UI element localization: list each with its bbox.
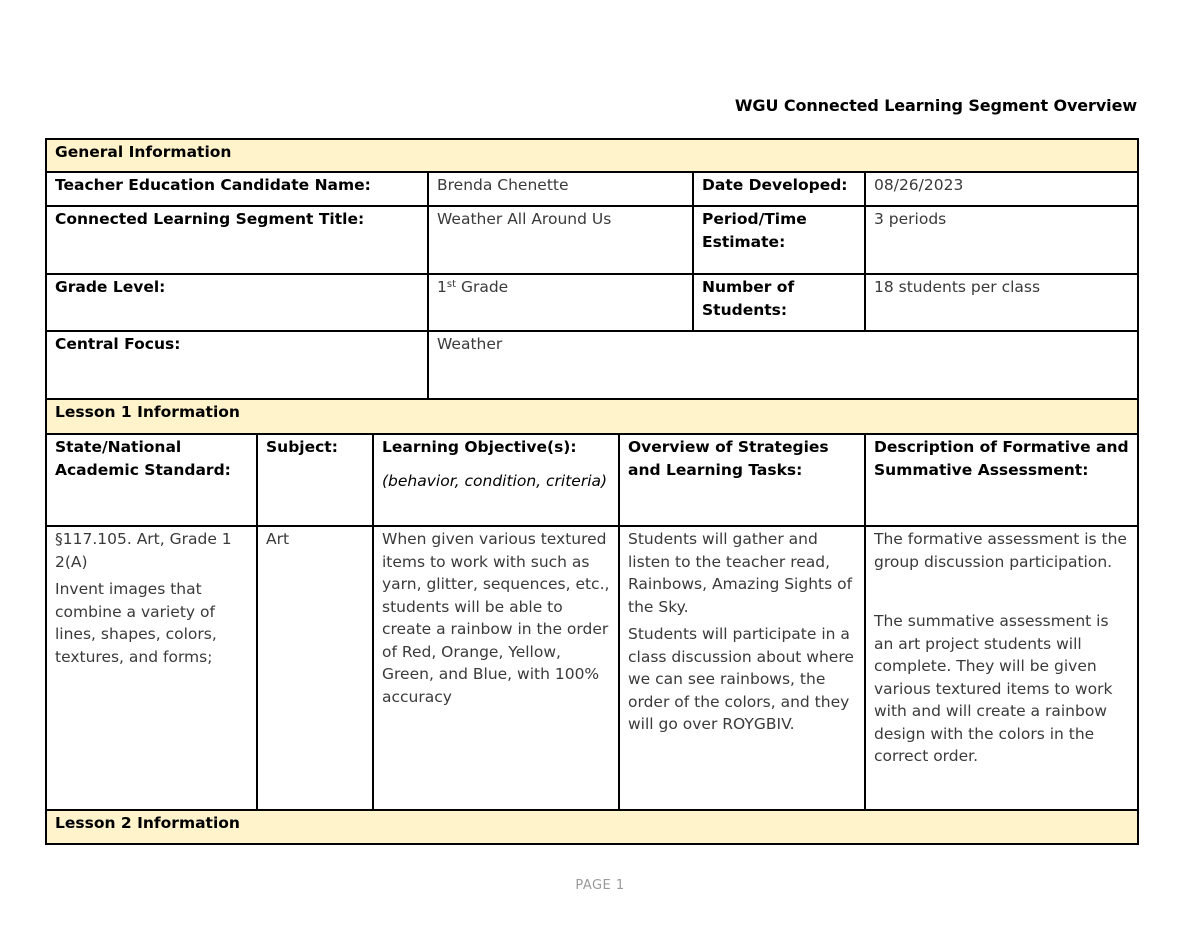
number-of-students-label: Number of Students: — [693, 274, 865, 331]
subject-cell: Art — [257, 526, 373, 810]
subject-column-header: Subject: — [257, 434, 373, 526]
standard-column-header: State/National Academic Standard: — [46, 434, 257, 526]
strategies-column-header: Overview of Strategies and Learning Tasks: — [619, 434, 865, 526]
grade-level-value: 1st Grade — [428, 274, 693, 331]
general-information-header: General Information — [46, 139, 1138, 172]
period-time-label: Period/Time Estimate: — [693, 206, 865, 274]
grade-level-label: Grade Level: — [46, 274, 428, 331]
strategy-2: Students will participate in a class discussion about where we can see rainbows, the order of the colors, and they will go over ROYGBIV. — [628, 625, 854, 733]
assessment-cell — [865, 526, 1138, 810]
central-focus-value: Weather — [428, 331, 1138, 399]
objective-criteria-note: (behavior, condition, criteria) — [382, 471, 608, 490]
strategy-1: Students will gather and listen to the teacher read, Rainbows, Amazing Sights of the Sky. — [628, 530, 853, 616]
strategies-cell — [619, 526, 865, 810]
lesson-1-information-header: Lesson 1 Information — [46, 399, 1138, 434]
period-time-value: 3 periods — [865, 206, 1138, 274]
assessment-column-header: Description of Formative and Summative Assessment: — [865, 434, 1138, 526]
document-title: WGU Connected Learning Segment Overview — [734, 96, 1137, 115]
candidate-name-label: Teacher Education Candidate Name: — [46, 172, 428, 206]
summative-assessment: The summative assessment is an art project students will complete. They will be given various textured items to work with and will create a rainbow design with the colors in the correct order. — [874, 612, 1113, 765]
date-developed-label: Date Developed: — [693, 172, 865, 206]
standard-code: §117.105. Art, Grade 1 2(A) — [55, 530, 232, 571]
standard-text: Invent images that combine a variety of lines, shapes, colors, textures, and forms; — [55, 580, 217, 666]
segment-title-value: Weather All Around Us — [428, 206, 693, 274]
formative-assessment: The formative assessment is the group discussion participation. — [874, 530, 1127, 571]
candidate-name-value: Brenda Chenette — [428, 172, 693, 206]
segment-overview-table — [45, 138, 1139, 845]
central-focus-label: Central Focus: — [46, 331, 428, 399]
objective-cell: When given various textured items to work with such as yarn, glitter, sequences, etc., students will be able to create a rainbow in the order of Red, Orange, Yellow, Green, and Blue, with 100% accuracy — [373, 526, 619, 810]
segment-title-label: Connected Learning Segment Title: — [46, 206, 428, 274]
page-number: PAGE 1 — [575, 878, 625, 893]
number-of-students-value: 18 students per class — [865, 274, 1138, 331]
lesson-2-information-header: Lesson 2 Information — [46, 810, 1138, 844]
date-developed-value: 08/26/2023 — [865, 172, 1138, 206]
standard-cell — [46, 526, 257, 810]
objective-column-header: Learning Objective(s): (behavior, condition, criteria) — [373, 434, 619, 526]
